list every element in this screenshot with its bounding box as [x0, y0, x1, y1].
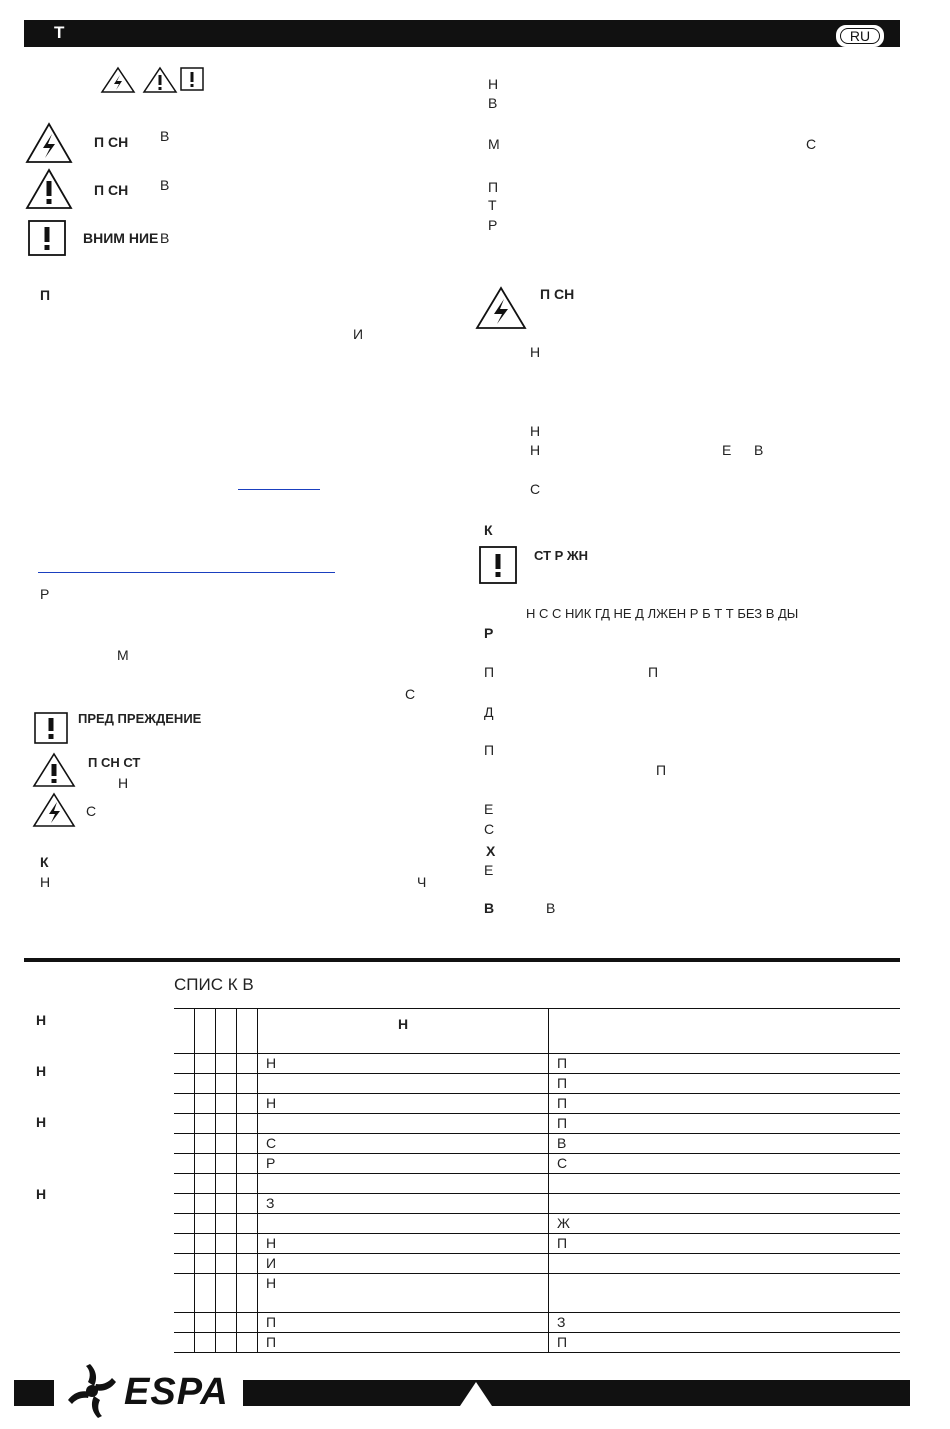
right-text-4: П [488, 179, 499, 195]
header-bar [24, 20, 900, 47]
right-text-15: П [484, 742, 495, 758]
table-cell-cause [258, 1174, 549, 1194]
legend-warning-label: П СН [94, 182, 129, 198]
table-cell-remedy: П [549, 1114, 901, 1134]
right-text-15b: П [656, 762, 667, 778]
side-label-3: Н [36, 1114, 47, 1130]
side-label-2: Н [36, 1063, 47, 1079]
right-text-5: Т [488, 197, 497, 213]
header-title: Т [54, 23, 65, 42]
table-row [174, 1274, 900, 1313]
left-k-heading: К [40, 854, 49, 870]
table-row [174, 1094, 900, 1114]
table-cell-remedy: П [549, 1094, 901, 1114]
table-row [174, 1214, 900, 1234]
left-para-text-3: М [117, 647, 129, 663]
section-divider [24, 958, 900, 962]
table-row [174, 1074, 900, 1094]
electric-danger-icon [25, 122, 73, 164]
lang-badge: RU [836, 25, 884, 47]
right-text-6: Р [488, 217, 498, 233]
table-cell-cause: Н [258, 1054, 549, 1074]
right-text-19: Е [484, 862, 494, 878]
table-cell-remedy: Ж [549, 1214, 901, 1234]
table-row [174, 1154, 900, 1174]
legend-warning-text: В [160, 177, 170, 193]
espa-logo-mark [60, 1360, 124, 1422]
right-text-18: Х [486, 843, 496, 859]
warning-icon [142, 66, 178, 94]
electric-warning-icon [100, 66, 136, 94]
right-text-17: С [484, 821, 495, 837]
caution-box-icon [28, 220, 66, 256]
table-cell-cause [258, 1214, 549, 1234]
right-text-12: Р [484, 625, 494, 641]
table-cell-cause: Н [258, 1274, 549, 1313]
hyperlink-underline-1[interactable] [238, 489, 320, 490]
caution-box-icon-3 [479, 546, 517, 584]
table-row [174, 1114, 900, 1134]
troubleshooting-table [174, 1008, 900, 1353]
table-cell-remedy: В [549, 1134, 901, 1154]
right-text-9b: Е [722, 442, 732, 458]
table-row [174, 1134, 900, 1154]
left-para-text-2: Р [40, 586, 50, 602]
legend-danger-text: В [160, 128, 170, 144]
left-para-heading: П [40, 287, 51, 303]
general-danger-icon-2 [32, 752, 76, 788]
right-text-14: Д [484, 704, 494, 720]
table-cell-remedy: П [549, 1234, 901, 1254]
legend-danger-label: П СН [94, 134, 129, 150]
side-label-4: Н [36, 1186, 47, 1202]
table-cell-remedy [549, 1174, 901, 1194]
right-text-1: Н [488, 76, 499, 92]
general-danger-icon [25, 168, 73, 210]
table-row [174, 1194, 900, 1214]
table-row [174, 1333, 900, 1353]
table-row [174, 1054, 900, 1074]
right-caution-heading: СТ Р ЖН [534, 548, 589, 563]
footer-bar-right [243, 1380, 910, 1406]
table-cell-remedy: С [549, 1154, 901, 1174]
right-text-2: В [488, 95, 498, 111]
table-cell-cause: Р [258, 1154, 549, 1174]
electric-text: С [86, 803, 97, 819]
right-text-8: Н [530, 423, 541, 439]
left-para-text-1: И [353, 326, 364, 342]
right-text-3: М [488, 136, 500, 152]
right-text-16: Е [484, 801, 494, 817]
table-cell-remedy [549, 1194, 901, 1214]
right-text-13: П [484, 664, 495, 680]
espa-logo-text: ESPA [124, 1371, 229, 1413]
table-cell-remedy: П [549, 1054, 901, 1074]
table-cell-cause [258, 1074, 549, 1094]
left-k-text: Н [40, 874, 51, 890]
right-text-3b: С [806, 136, 817, 152]
legend-attention-label: ВНИМ НИЕ [83, 230, 159, 246]
table-row [174, 1313, 900, 1333]
right-text-20b: В [546, 900, 556, 916]
list-title: СПИС К В [174, 975, 254, 994]
footer-bar-left [14, 1380, 54, 1406]
table-cell-remedy [549, 1254, 901, 1274]
hyperlink-underline-2[interactable] [38, 572, 335, 573]
warn-heading: ПРЕД ПРЕЖДЕНИЕ [78, 711, 202, 726]
table-row [174, 1234, 900, 1254]
table-cell-remedy: П [549, 1333, 901, 1353]
table-cell-cause: П [258, 1333, 549, 1353]
table-header-row [174, 1009, 900, 1054]
caution-box-icon-2 [34, 712, 68, 744]
table-cell-cause: Н [258, 1094, 549, 1114]
table-cell-cause: Н [258, 1234, 549, 1254]
right-text-9c: В [754, 442, 764, 458]
right-text-20: В [484, 900, 495, 916]
table-cell-remedy: П [549, 1074, 901, 1094]
right-text-9: Н [530, 442, 541, 458]
table-cell-cause: С [258, 1134, 549, 1154]
triangle-up-icon [458, 1380, 494, 1406]
left-para-text-4: С [405, 686, 416, 702]
right-text-10: С [530, 481, 541, 497]
right-k-heading: К [484, 522, 493, 538]
table-cell-cause: З [258, 1194, 549, 1214]
left-k-text-2: Ч [417, 874, 427, 890]
table-cell-cause: И [258, 1254, 549, 1274]
table-cell-cause [258, 1114, 549, 1134]
danger-heading: П СН СТ [88, 755, 141, 770]
table-cell-remedy: З [549, 1313, 901, 1333]
table-cell-remedy [549, 1274, 901, 1313]
right-text-13b: П [648, 664, 659, 680]
electric-danger-icon-3 [475, 286, 527, 330]
electric-danger-icon-2 [32, 792, 76, 828]
legend-attention-text: В [160, 230, 170, 246]
right-text-11: Н С С НИК ГД НЕ Д ЛЖЕН Р Б Т Т БЕЗ В ДЫ [526, 606, 799, 621]
right-text-7: Н [530, 344, 541, 360]
table-row [174, 1254, 900, 1274]
table-cell-cause: П [258, 1313, 549, 1333]
table-row [174, 1174, 900, 1194]
attention-icon [180, 67, 204, 91]
danger-text: Н [118, 775, 129, 791]
right-danger-heading: П СН [540, 286, 575, 302]
side-label-1: Н [36, 1012, 47, 1028]
table-header-cell: Н [258, 1009, 549, 1054]
